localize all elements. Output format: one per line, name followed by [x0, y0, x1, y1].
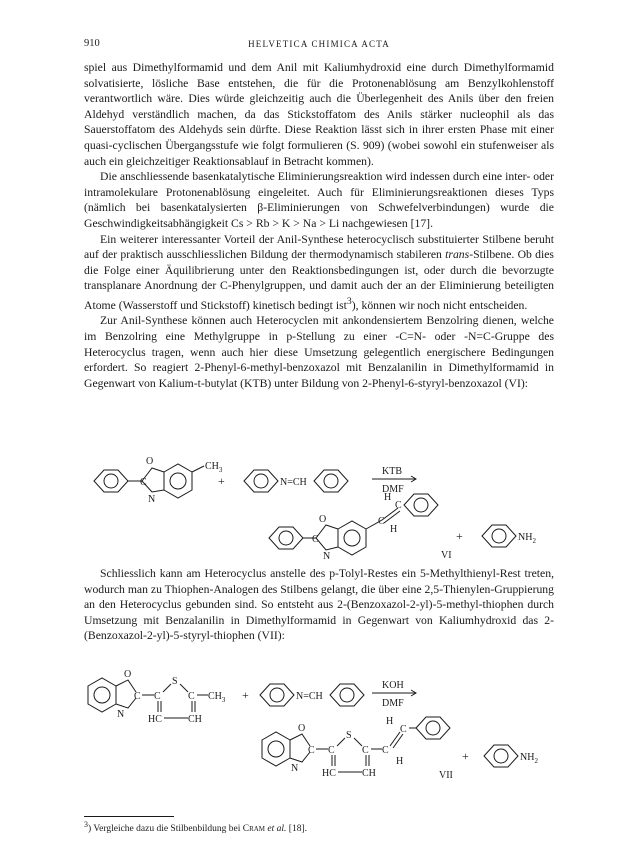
p3-trans: trans — [445, 248, 470, 262]
s2-product-c2: C — [328, 745, 335, 756]
journal-title: HELVETICA CHIMICA ACTA — [248, 39, 390, 49]
s1-product-atom-n: N — [323, 551, 331, 562]
s1-plus-2: + — [456, 529, 463, 543]
s1-product-c2: C — [395, 500, 402, 511]
text-block-1 — [84, 60, 554, 391]
s2-plus-1: + — [242, 688, 249, 702]
s2-ch: CH — [188, 714, 202, 725]
paragraph-5: Schliesslich kann am Heterocyclus anstelle des p-Tolyl-Restes ein 5-Methylthienyl-Rest treten, wodurch man zu Thiophen-Analogen des Stilbens gelangt, die über eine 2,5-Thienylen-Gruppierung an den Heterocyclus gebunden sind. So entsteht aus 2-(Benzoxazol-2-yl)-5-methyl-thiophen durch Umsetzung mit Benzalanilin in Dimethylformamid in Gegenwart von Kaliumhydroxid das 2-(Benzoxazol-2-yl)-5-styryl-thiophen (VII): — [84, 567, 554, 643]
paragraph-1: spiel aus Dimethylformamid und dem Anil mit Kaliumhydroxid eine durch Dimethylformamid solvatisierte, lösliche Base entstehen, die für die Protonenablösung am Benzylkohlenstoff verantwortlich wäre. Dies würde gleichzeitig auch die Überlegenheit des Anils über den freien Aldehyd verständlich machen, da das Stickstoffatom des Anils stärker nucleophil als das Sauerstoffatom des Aldehyds sein dürfte. Diese Reaktion lässt sich in ihrer ersten Phase mit einer quasi-cyclischen Übergangsstufe wie folgt formulieren (S. 909) (wobei sowohl ein stufenweiser als auch ein gleichzeitiger Reaktionsablauf in Betracht kommen). — [84, 61, 554, 168]
s1-ch3: $CH_3$ — [205, 461, 223, 474]
s2-imine: N=CH — [296, 691, 323, 702]
s2-product-ch: CH — [362, 768, 376, 779]
footnote-ref: 3 — [346, 295, 352, 307]
s2-product-h1: H — [386, 716, 394, 727]
footnote-rule — [84, 816, 174, 817]
s1-imine: N=CH — [280, 477, 307, 488]
s2-product-s: S — [346, 730, 352, 741]
s2-product-c4: C — [382, 745, 389, 756]
s2-reagent-dmf: DMF — [382, 698, 404, 709]
footnote-text-b: [18]. — [286, 824, 307, 835]
s2-compound-label: VII — [439, 770, 453, 781]
paragraph-4: Zur Anil-Synthese können auch Heterocyclen mit ankondensiertem Benzolring dienen, welche im Benzolring eine Methylgruppe in p-Stellung zu einer -C=N- oder -N=C-Gruppe des Heterocyclus tragen, wenn auch hier diese Umsetzung gelegentlich energischere Bedingungen erfordert. So reagiert 2-Phenyl-6-methyl-benzoxazol mit Benzalanilin in Dimethylformamid in Gegenwart von Kalium-t-butylat (KTB) unter Bildung von 2-Phenyl-6-styryl-benzoxazol (VI): — [84, 314, 554, 390]
page-number: 910 — [84, 38, 100, 49]
s2-atom-c2: C — [154, 691, 161, 702]
s1-product-h1: H — [384, 492, 392, 503]
s1-nh2: $NH_2$ — [518, 532, 536, 545]
s2-product-hc: HC — [322, 768, 336, 779]
footnote-marker: 3 — [84, 820, 88, 829]
s2-product-h2: H — [396, 756, 404, 767]
footnote-text-a: ) Vergleiche dazu die Stilbenbildung bei — [87, 824, 243, 835]
s2-plus-2: + — [462, 749, 469, 763]
s2-atom-o: O — [124, 669, 132, 680]
s2-hc: HC — [148, 714, 162, 725]
footnote — [84, 820, 554, 834]
paragraph-2: Die anschliessende basenkatalytische Eliminierungsreaktion wird indessen durch eine inter- oder intramolekulare Protonenablösung eingeleitet. Auch für Eliminierungsreaktionen dieses Typs (nämlich bei basenkatalysierten β-Eliminierungen von Schwefelverbindungen) wurde die Geschwindigkeitsabhängigkeit Cs > Rb > K > Na > Li nachgewiesen [17]. — [84, 170, 554, 230]
s1-atom-n: N — [148, 494, 156, 505]
p3-part-a: Ein weiterer interessanter Vorteil der Anil-Synthese heterocyclisch substituierter Stilbene beruht auf der praktisch ausschliesslichen Bildung der thermodynamisch stabileren — [84, 232, 554, 262]
s1-atom-c: C — [140, 477, 147, 488]
s2-ch3: $CH_3$ — [208, 691, 226, 704]
page-header — [84, 38, 554, 54]
s2-atom-n: N — [117, 709, 125, 720]
text-block-2 — [84, 566, 554, 644]
s1-reagent-dmf: DMF — [382, 484, 404, 495]
s2-reagent-koh: KOH — [382, 680, 404, 691]
s2-atom-s: S — [172, 676, 178, 687]
s1-compound-label: VI — [441, 550, 452, 561]
s2-product-atom-o: O — [298, 723, 306, 734]
s1-product-h2: H — [390, 524, 398, 535]
reaction-scheme-1 — [84, 452, 554, 562]
s1-product-atom-c: C — [312, 534, 319, 545]
s2-atom-c3: C — [188, 691, 195, 702]
s2-product-c3: C — [362, 745, 369, 756]
s1-product-atom-o: O — [319, 514, 327, 525]
footnote-author: Cram — [242, 824, 266, 835]
s2-product-atom-n: N — [291, 763, 299, 774]
s1-plus-1: + — [218, 474, 225, 488]
reaction-scheme-2-drawing — [84, 660, 554, 812]
s1-reagent-ktb: KTB — [382, 466, 402, 477]
p3-part-b: -Stilbene. Ob dies die Folge einer Äquilibrierung unter den Reaktionsbedingungen ist, oder durch die bevorzugte transplanare Anordnung der C-Phenylgruppen, und damit auch der an der Eliminierung beteiligten Atome (Wasserstoff und Stickstoff) kinetisch bedingt ist — [84, 248, 554, 312]
paragraph-3 — [84, 232, 554, 314]
s2-atom-c1: C — [134, 691, 141, 702]
s1-atom-o: O — [146, 456, 154, 467]
s1-product-c1: C — [378, 516, 385, 527]
p3-part-c: ), können wir noch nicht entscheiden. — [351, 298, 528, 312]
s2-nh2: $NH_2$ — [520, 752, 538, 765]
reaction-scheme-2 — [84, 660, 554, 812]
footnote-etal: et al. — [267, 824, 287, 835]
s2-product-c5: C — [400, 724, 407, 735]
s2-product-c1: C — [308, 745, 315, 756]
reaction-scheme-1-drawing — [84, 452, 554, 562]
